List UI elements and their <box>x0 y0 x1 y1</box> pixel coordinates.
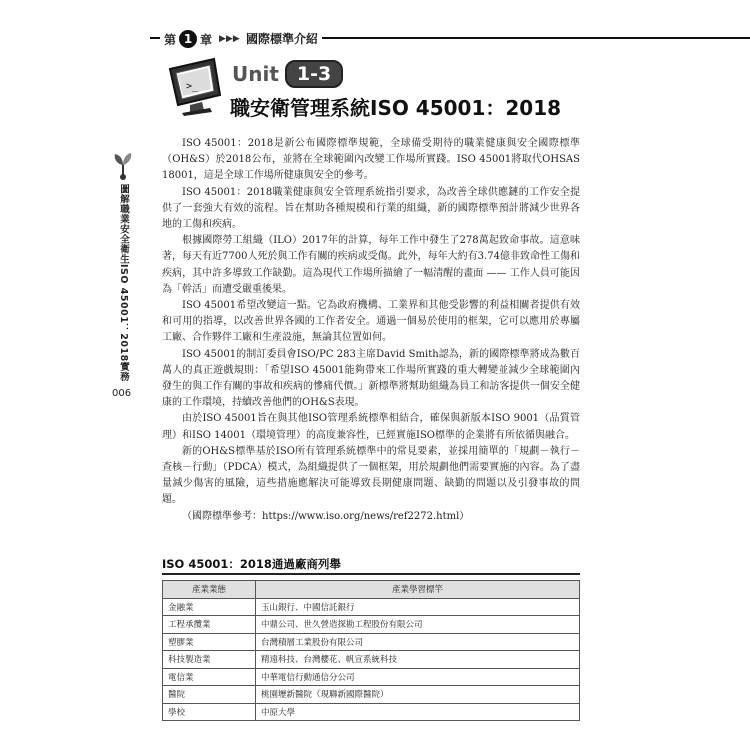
certified-companies-table <box>162 580 580 721</box>
page-title: 職安衛管理系統ISO 45001：2018 <box>230 96 562 120</box>
industry-cell: 電信業 <box>163 668 256 686</box>
header-bar <box>0 28 750 46</box>
column-header-industry: 產業業態 <box>163 581 256 599</box>
chapter-suffix: 章 <box>200 32 213 47</box>
table-row <box>163 633 580 651</box>
industry-cell: 科技製造業 <box>163 651 256 669</box>
company-cell: 中華電信行動通信分公司 <box>256 668 580 686</box>
svg-text:>_: >_ <box>186 81 199 92</box>
table-row <box>163 668 580 686</box>
table-row <box>163 598 580 616</box>
chapter-label <box>160 30 244 48</box>
table-header-row <box>163 581 580 599</box>
paragraph: ISO 45001：2018是新公布國際標準規範，全球備受期待的職業健康與安全國際標準（OH&S）於2018公布，並將在全球範圍內改變工作場所實踐。ISO 45001將取代OHSAS 18001，這是全球工作場所健康與安全的參考。 <box>162 138 580 182</box>
company-cell: 精遠科技、台灣櫻花、帆宣系統科技 <box>256 651 580 669</box>
chapter-number: 1 <box>179 30 197 48</box>
chapter-prefix: 第 <box>164 32 177 47</box>
table-row <box>163 703 580 721</box>
table-row <box>163 616 580 634</box>
paragraph: ISO 45001：2018職業健康與安全管理系統指引要求，為改善全球供應鏈的工作安全提供了一套強大有效的流程。旨在幫助各種規模和行業的組織，新的國際標準預計將減少世界各地的工傷和疾病。 <box>162 186 580 231</box>
page-number: 006 <box>112 388 132 399</box>
company-cell: 中原大學 <box>256 703 580 721</box>
sidebar <box>110 150 136 382</box>
column-header-benchmark: 產業學習標竿 <box>256 581 580 599</box>
sprout-logo-icon <box>112 150 134 180</box>
company-cell: 桃園壢新醫院（現聯新國際醫院） <box>256 686 580 704</box>
company-cell: 玉山銀行、中國信託銀行 <box>256 598 580 616</box>
industry-cell: 醫院 <box>163 686 256 704</box>
table-row <box>163 651 580 669</box>
unit-number-badge: 1-3 <box>285 60 343 88</box>
paragraph: ISO 45001的制訂委員會ISO/PC 283主席David Smith認為，新的國際標準將成為數百萬人的真正遊戲規則：「希望ISO 45001能夠帶來工作場所實踐的重大轉變並減少全球範圍內發生的與工作有關的事故和疾病的慘痛代價。」新標準將幫助組織為員工和訪客提供一個安全健康的工作環境，持續改善他們的OH&S表現。 <box>162 348 580 409</box>
company-cell: 台灣積層工業股份有限公司 <box>256 633 580 651</box>
paragraph: 根據國際勞工組織（ILO）2017年的計算，每年工作中發生了278萬起致命事故。這意味著，每天有近7700人死於與工作有關的疾病或受傷。此外，每年大約有3.74億非致命性工傷和疾病，其中許多導致工作缺勤。這為現代工作場所描繪了一幅清醒的畫面 —— 工作人員可能因為「幹活」而遭受嚴重後果。 <box>162 235 580 295</box>
industry-cell: 金融業 <box>163 598 256 616</box>
industry-cell: 學校 <box>163 703 256 721</box>
chapter-title: 國際標準介紹 <box>242 30 322 47</box>
paragraph: 由於ISO 45001旨在與其他ISO管理系統標準相結合，確保與新版本ISO 9001（品質管理）和ISO 14001（環境管理）的高度兼容性，已經實施ISO標準的企業將有所依循與融合。 <box>162 413 580 441</box>
unit-word: Unit <box>232 62 279 86</box>
unit-label <box>232 60 343 88</box>
arrows-icon: ▶▶▶ <box>219 34 240 44</box>
company-cell: 中鼎公司、世久營造探勘工程股份有限公司 <box>256 616 580 634</box>
industry-cell: 塑膠業 <box>163 633 256 651</box>
paragraph: 新的OH&S標準基於ISO所有管理系統標準中的常見要素，並採用簡單的「規劃－執行－查核－行動」（PDCA）模式，為組織提供了一個框架，用於規劃他們需要實施的內容。為了盡量減少傷害的風險，這些措施應解決可能導致長期健康問題、缺勤的問題以及引發事故的問題。 <box>162 445 580 506</box>
book-title: 圖解職業安全衛生ISO 45001：2018實務 <box>118 184 129 382</box>
computer-monitor-icon <box>164 55 226 117</box>
industry-cell: 工程承攬業 <box>163 616 256 634</box>
section-rule <box>162 573 580 575</box>
paragraph: ISO 45001希望改變這一點。它為政府機構、工業界和其他受影響的利益相關者提供有效和可用的指導，以改善世界各國的工作者安全。通過一個易於使用的框架，它可以應用於專屬工廠、合作夥伴工廠和生產設施，無論其位置如何。 <box>162 300 580 344</box>
reference-note: （國際標準參考：https://www.iso.org/news/ref2272.html） <box>182 510 470 522</box>
section-title: ISO 45001：2018通過廠商列舉 <box>162 557 341 571</box>
table-row <box>163 686 580 704</box>
article-body <box>162 136 580 525</box>
